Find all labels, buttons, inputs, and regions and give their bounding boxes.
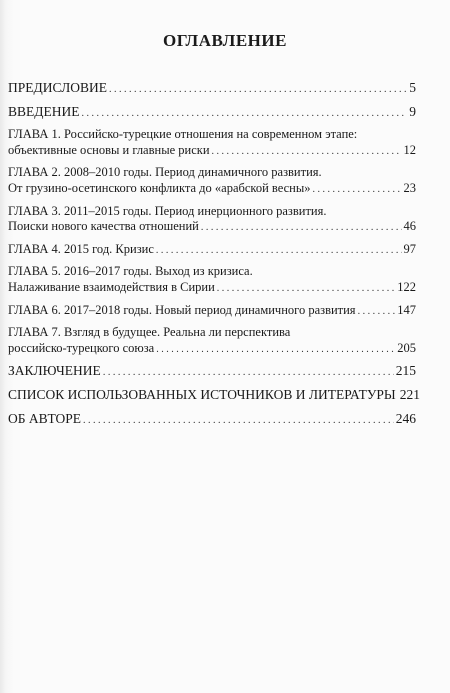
dot-leader: [103, 365, 394, 381]
toc-entry-title-line: ГЛАВА 7. Взгляд в будущее. Реальна ли перспектива: [8, 325, 291, 340]
toc-page-number: 97: [403, 241, 416, 256]
toc-entry-about-author: [8, 411, 416, 429]
dot-leader: [109, 82, 407, 98]
dot-leader: [358, 304, 396, 320]
toc-entry-introduction: [8, 104, 416, 122]
toc-entry-title-line: Налаживание взаимодействия в Сирии: [8, 279, 215, 294]
toc-page-number: 9: [409, 103, 416, 119]
toc-entry-title: СПИСОК ИСПОЛЬЗОВАННЫХ ИСТОЧНИКОВ И ЛИТЕРАТУРЫ: [8, 386, 396, 402]
toc-page-number: 246: [395, 410, 416, 426]
dot-leader: [156, 342, 395, 358]
toc-page-number: 23: [403, 180, 416, 195]
page-title: ОГЛАВЛЕНИЕ: [163, 31, 287, 50]
toc-page-number: 46: [403, 219, 416, 234]
toc-entry-chapter-6: [8, 303, 416, 320]
toc-page-number: 205: [397, 340, 416, 355]
toc-entry-title-line: Поиски нового качества отношений: [8, 219, 199, 234]
toc-entry-bibliography: [8, 386, 420, 405]
toc-entry-title: ГЛАВА 4. 2015 год. Кризис: [8, 241, 154, 256]
toc-entry-chapter-1: [8, 127, 416, 159]
dot-leader: [212, 144, 402, 160]
dot-leader: [81, 106, 407, 122]
toc-entry-title: ПРЕДИСЛОВИЕ: [8, 80, 108, 95]
toc-entry-chapter-2: [8, 165, 416, 197]
dot-leader: [83, 413, 394, 429]
toc-entry-title-line: ГЛАВА 3. 2011–2015 годы. Период инерционного развития.: [8, 203, 327, 218]
toc-page-number: 221: [399, 386, 420, 402]
dot-leader: [156, 243, 402, 259]
toc-entry-title-line: ГЛАВА 1. Российско-турецкие отношения на современном этапе:: [8, 127, 358, 142]
dot-leader: [201, 220, 402, 236]
toc-entry-chapter-7: [8, 325, 416, 357]
toc-entry-preface: [8, 80, 416, 98]
toc-entry-title: ВВЕДЕНИЕ: [8, 103, 80, 119]
toc-entry-title-line: ГЛАВА 2. 2008–2010 годы. Период динамичного развития.: [8, 165, 322, 180]
toc-entry-chapter-4: [8, 242, 416, 259]
toc-entry-title-line: ГЛАВА 5. 2016–2017 годы. Выход из кризиса.: [8, 264, 253, 279]
toc-page-number: 12: [403, 142, 416, 157]
dot-leader: [217, 281, 395, 297]
table-of-contents: [8, 80, 420, 434]
toc-entry-chapter-5: [8, 264, 416, 296]
toc-entry-title: ГЛАВА 6. 2017–2018 годы. Новый период динамичного развития: [8, 302, 356, 317]
toc-entry-title: ЗАКЛЮЧЕНИЕ: [8, 363, 101, 379]
toc-entry-conclusion: [8, 363, 416, 381]
toc-entry-title-line: От грузино-осетинского конфликта до «арабской весны»: [8, 180, 311, 195]
dot-leader: [313, 182, 402, 198]
toc-page-number: 122: [397, 279, 416, 294]
toc-entry-title: ОБ АВТОРЕ: [8, 410, 82, 426]
toc-page-number: 147: [397, 302, 416, 317]
toc-entry-chapter-3: [8, 204, 416, 236]
toc-page-number: 5: [409, 80, 416, 95]
toc-entry-title-line: объективные основы и главные риски: [8, 142, 210, 157]
toc-page-number: 215: [395, 363, 416, 379]
toc-entry-title-line: российско-турецкого союза: [8, 340, 155, 355]
